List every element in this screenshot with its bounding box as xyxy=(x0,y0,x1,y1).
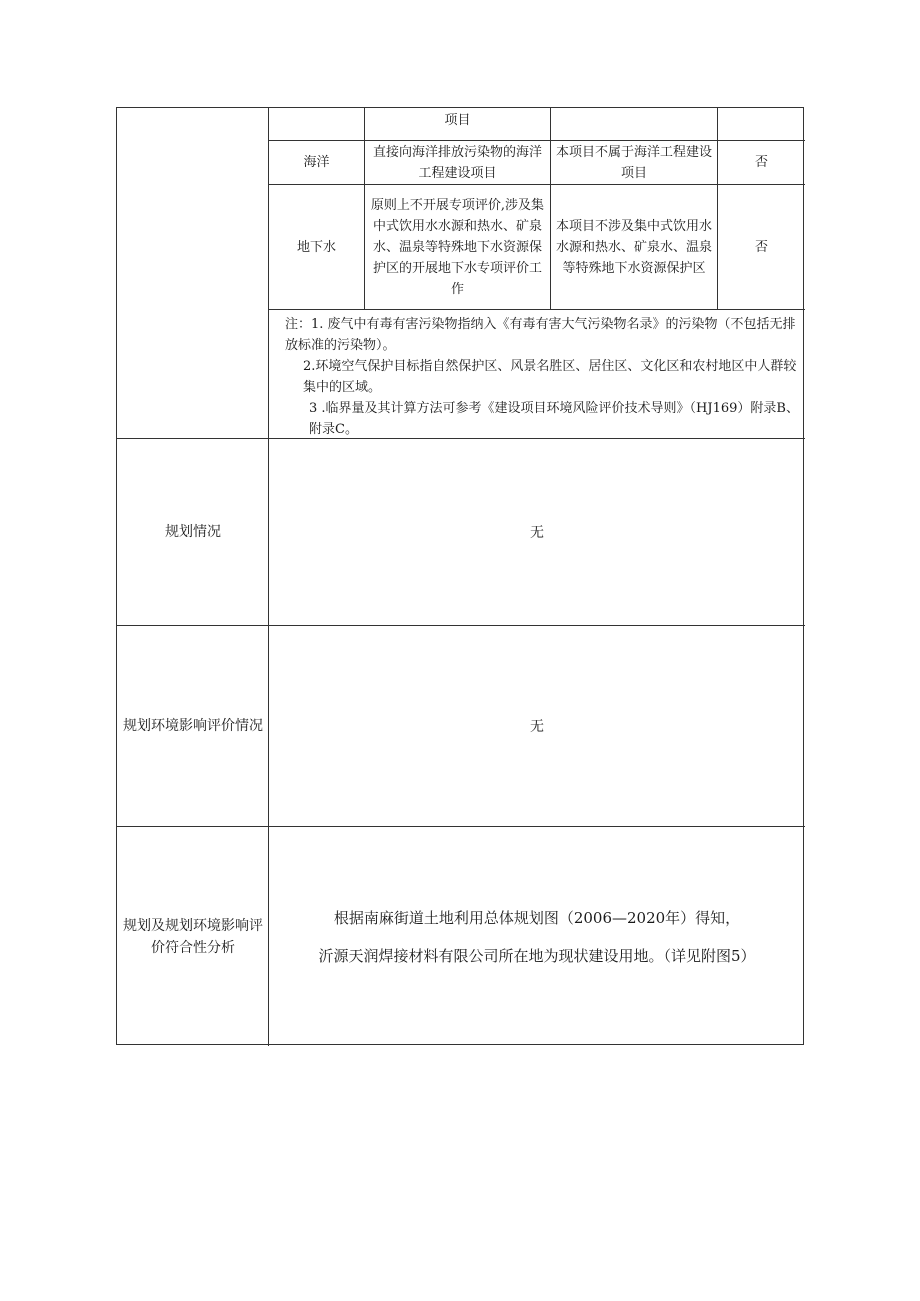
category-cell xyxy=(269,108,364,140)
planning-label: 规划情况 xyxy=(165,524,221,540)
environmental-assessment-table xyxy=(116,107,804,1045)
criterion-cell: 原则上不开展专项评价,涉及集中式饮用水水源和热水、矿泉水、温泉等特殊地下水资源保护区的开展地下水专项评价工作 xyxy=(370,197,545,297)
compliance-line-2: 沂源天润焊接材料有限公司所在地为现状建设用地。（详见附图5） xyxy=(318,946,756,965)
result-cell: 否 xyxy=(754,155,768,170)
result-cell xyxy=(718,108,805,140)
compliance-label: 规划及规划环境影响评价符合性分析 xyxy=(123,917,263,956)
project-status-cell xyxy=(551,108,717,140)
planning-eia-label: 规划环境影响评价情况 xyxy=(123,718,263,734)
planning-eia-value: 无 xyxy=(530,719,544,735)
category-cell: 海洋 xyxy=(303,155,330,170)
project-status-cell: 本项目不属于海洋工程建设项目 xyxy=(555,144,712,181)
planning-value: 无 xyxy=(530,525,544,541)
category-cell: 地下水 xyxy=(296,239,336,255)
project-status-cell: 本项目不涉及集中式饮用水水源和热水、矿泉水、温泉等特殊地下水资源保护区 xyxy=(555,218,712,276)
table-notes xyxy=(275,314,805,440)
compliance-analysis xyxy=(269,827,805,1046)
note-1: 注：1. 废气中有毒有害污染物指纳入《有毒有害大气污染物名录》的污染物（不包括无排放标准的污染物）。 xyxy=(285,317,796,353)
result-cell: 否 xyxy=(754,239,768,255)
note-3: 3 .临界量及其计算方法可参考《建设项目环境风险评价技术导则》（HJ169）附录B、附录C。 xyxy=(309,401,799,437)
criterion-cell: 项目 xyxy=(444,113,471,128)
row-divider xyxy=(268,309,805,310)
note-2: 2.环境空气保护目标指自然保护区、风景名胜区、居住区、文化区和农村地区中人群较集中的区域。 xyxy=(303,359,797,395)
compliance-line-1: 根据南麻街道土地利用总体规划图（2006—2020年）得知， xyxy=(333,908,741,927)
criterion-cell: 直接向海洋排放污染物的海洋工程建设项目 xyxy=(372,144,542,181)
